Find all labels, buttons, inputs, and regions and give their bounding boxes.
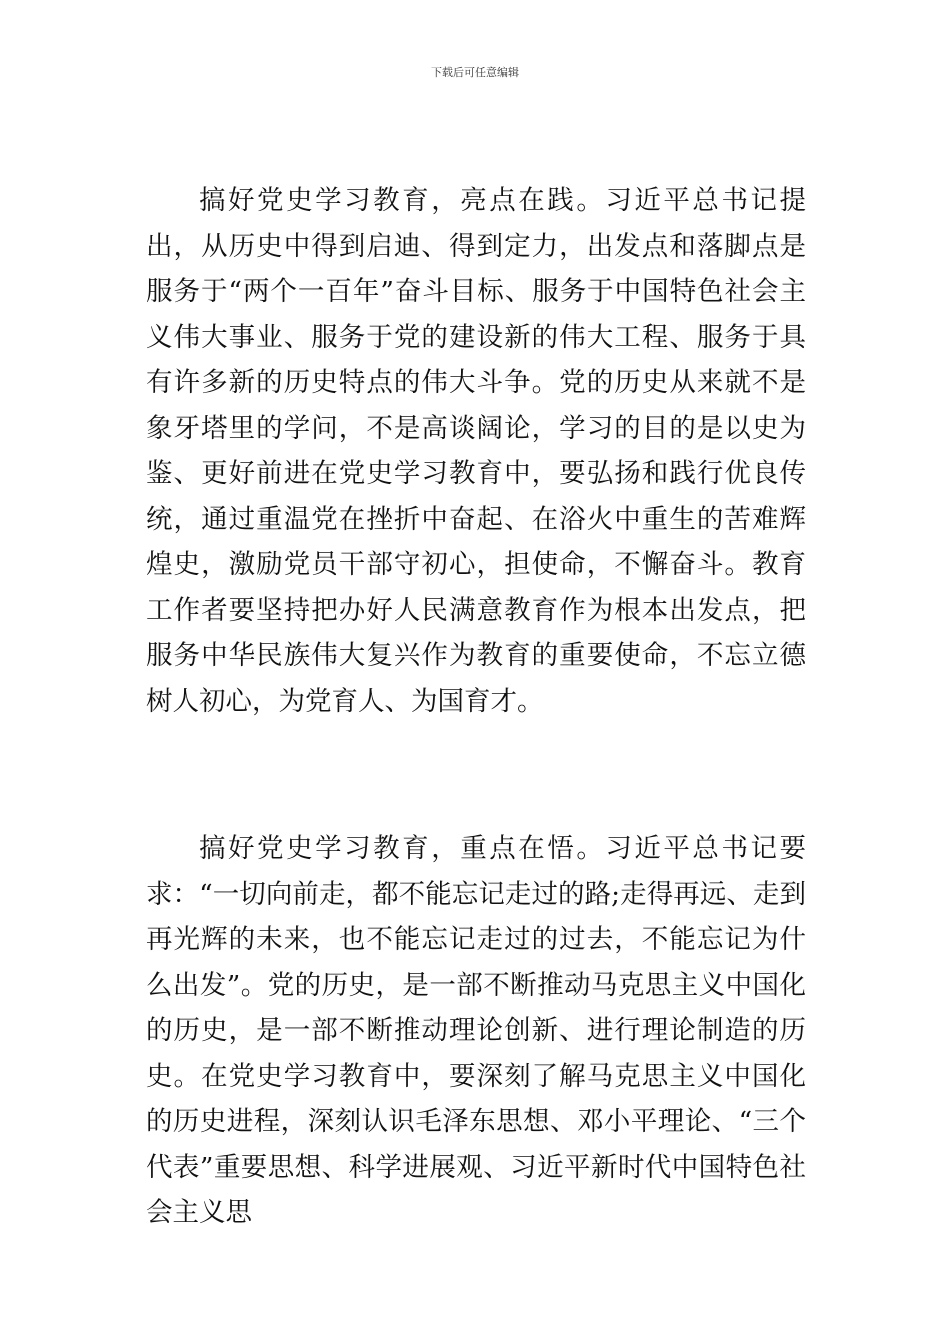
paragraph-text: 搞好党史学习教育，重点在悟。习近平总书记要求：“一切向前走，都不能忘记走过的路;走得再远、走到再光辉的未来，也不能忘记走过的过去，不能忘记为什么出发”。党的历史，是一部不断推动马克思主义中国化的历史，是一部不断推动理论创新、进行理论制造的历史。在党史学习教育中，要深刻了解马克思主义中国化的历史进程，深刻认识毛泽东思想、邓小平理论、“三个代表”重要思想、科学进展观、习近平新时代中国特色社会主义思 <box>146 833 806 1228</box>
page-header: 下载后可任意编辑 <box>431 66 519 79</box>
paragraph-understanding <box>146 826 806 1236</box>
paragraph-text: 搞好党史学习教育，亮点在践。习近平总书记提出，从历史中得到启迪、得到定力，出发点和落脚点是服务于“两个一百年”奋斗目标、服务于中国特色社会主义伟大事业、服务于党的建设新的伟大工程、服务于具有许多新的历史特点的伟大斗争。党的历史从来就不是象牙塔里的学问，不是高谈阔论，学习的目的是以史为鉴、更好前进在党史学习教育中，要弘扬和践行优良传统，通过重温党在挫折中奋起、在浴火中重生的苦难辉煌史，激励党员干部守初心，担使命，不懈奋斗。教育工作者要坚持把办好人民满意教育作为根本出发点，把服务中华民族伟大复兴作为教育的重要使命，不忘立德树人初心，为党育人、为国育才。 <box>146 185 806 717</box>
paragraph-practice <box>146 178 806 724</box>
